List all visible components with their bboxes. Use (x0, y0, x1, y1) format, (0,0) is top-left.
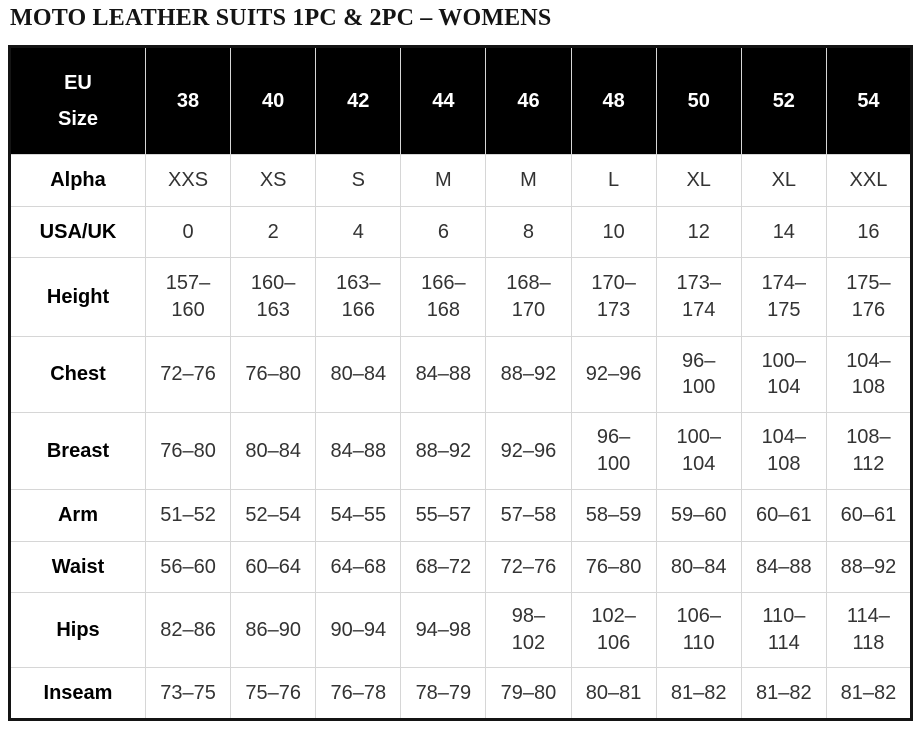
value-cell: 76–80 (146, 412, 231, 489)
value-cell: 82–86 (146, 592, 231, 667)
header-size-cell: 48 (571, 46, 656, 154)
value-cell: 88–92 (401, 412, 486, 489)
value-cell: 170–173 (571, 257, 656, 336)
value-cell: 56–60 (146, 541, 231, 592)
value-cell: 58–59 (571, 489, 656, 541)
value-cell: 81–82 (656, 667, 741, 719)
header-size-cell: 54 (826, 46, 911, 154)
value-cell: 104–108 (826, 336, 911, 412)
value-cell: 2 (231, 206, 316, 257)
header-size-cell: 44 (401, 46, 486, 154)
row-label: Alpha (10, 154, 146, 206)
value-cell: 114–118 (826, 592, 911, 667)
value-cell: 166–168 (401, 257, 486, 336)
value-cell: 84–88 (401, 336, 486, 412)
row-label: USA/UK (10, 206, 146, 257)
value-cell: 76–80 (571, 541, 656, 592)
value-cell: 157–160 (146, 257, 231, 336)
row-label: Hips (10, 592, 146, 667)
value-cell: 86–90 (231, 592, 316, 667)
table-row (10, 412, 912, 489)
row-label: Breast (10, 412, 146, 489)
value-cell: 102–106 (571, 592, 656, 667)
table-row (10, 206, 912, 257)
value-cell: 174–175 (741, 257, 826, 336)
value-cell: 81–82 (826, 667, 911, 719)
header-cell-eu-size (10, 46, 146, 154)
value-cell: 100–104 (656, 412, 741, 489)
header-size-cell: 42 (316, 46, 401, 154)
value-cell: 104–108 (741, 412, 826, 489)
value-cell: 73–75 (146, 667, 231, 719)
value-cell: 80–84 (656, 541, 741, 592)
value-cell: 57–58 (486, 489, 571, 541)
header-size-cell: 50 (656, 46, 741, 154)
value-cell: 108–112 (826, 412, 911, 489)
value-cell: 60–64 (231, 541, 316, 592)
value-cell: 92–96 (486, 412, 571, 489)
value-cell: 16 (826, 206, 911, 257)
value-cell: 75–76 (231, 667, 316, 719)
header-row (10, 46, 912, 154)
row-label: Chest (10, 336, 146, 412)
page-title: MOTO LEATHER SUITS 1PC & 2PC – WOMENS (10, 5, 552, 31)
row-label: Waist (10, 541, 146, 592)
value-cell: 78–79 (401, 667, 486, 719)
header-size-cell: 52 (741, 46, 826, 154)
value-cell: 96–100 (571, 412, 656, 489)
header-size-cell: 46 (486, 46, 571, 154)
value-cell: XL (741, 154, 826, 206)
value-cell: 96–100 (656, 336, 741, 412)
value-cell: 84–88 (316, 412, 401, 489)
value-cell: 175–176 (826, 257, 911, 336)
table-row (10, 336, 912, 412)
header-size-cell: 40 (231, 46, 316, 154)
value-cell: 110–114 (741, 592, 826, 667)
value-cell: 12 (656, 206, 741, 257)
value-cell: 55–57 (401, 489, 486, 541)
size-table-body (10, 154, 912, 719)
value-cell: 14 (741, 206, 826, 257)
value-cell: 88–92 (486, 336, 571, 412)
value-cell: 168–170 (486, 257, 571, 336)
table-row (10, 257, 912, 336)
value-cell: 60–61 (826, 489, 911, 541)
table-row (10, 154, 912, 206)
value-cell: 68–72 (401, 541, 486, 592)
value-cell: 163–166 (316, 257, 401, 336)
value-cell: 76–78 (316, 667, 401, 719)
size-table-header (10, 46, 912, 154)
value-cell: 72–76 (146, 336, 231, 412)
row-label: Inseam (10, 667, 146, 719)
value-cell: 54–55 (316, 489, 401, 541)
value-cell: 90–94 (316, 592, 401, 667)
value-cell: 72–76 (486, 541, 571, 592)
value-cell: M (486, 154, 571, 206)
value-cell: 64–68 (316, 541, 401, 592)
size-table (8, 45, 913, 721)
value-cell: 92–96 (571, 336, 656, 412)
value-cell: 94–98 (401, 592, 486, 667)
header-size-cell: 38 (146, 46, 231, 154)
eu-size-label: EU Size (57, 71, 99, 130)
value-cell: 0 (146, 206, 231, 257)
table-row (10, 592, 912, 667)
table-row (10, 541, 912, 592)
value-cell: S (316, 154, 401, 206)
value-cell: 80–84 (231, 412, 316, 489)
value-cell: XXS (146, 154, 231, 206)
value-cell: M (401, 154, 486, 206)
value-cell: XXL (826, 154, 911, 206)
value-cell: 98–102 (486, 592, 571, 667)
value-cell: XS (231, 154, 316, 206)
value-cell: 76–80 (231, 336, 316, 412)
value-cell: 84–88 (741, 541, 826, 592)
value-cell: 80–84 (316, 336, 401, 412)
value-cell: 51–52 (146, 489, 231, 541)
value-cell: 10 (571, 206, 656, 257)
value-cell: L (571, 154, 656, 206)
value-cell: XL (656, 154, 741, 206)
row-label: Arm (10, 489, 146, 541)
value-cell: 160–163 (231, 257, 316, 336)
value-cell: 52–54 (231, 489, 316, 541)
table-row (10, 667, 912, 719)
value-cell: 79–80 (486, 667, 571, 719)
value-cell: 8 (486, 206, 571, 257)
value-cell: 4 (316, 206, 401, 257)
value-cell: 173–174 (656, 257, 741, 336)
value-cell: 106–110 (656, 592, 741, 667)
row-label: Height (10, 257, 146, 336)
table-row (10, 489, 912, 541)
value-cell: 88–92 (826, 541, 911, 592)
value-cell: 60–61 (741, 489, 826, 541)
value-cell: 6 (401, 206, 486, 257)
value-cell: 81–82 (741, 667, 826, 719)
value-cell: 59–60 (656, 489, 741, 541)
value-cell: 80–81 (571, 667, 656, 719)
value-cell: 100–104 (741, 336, 826, 412)
